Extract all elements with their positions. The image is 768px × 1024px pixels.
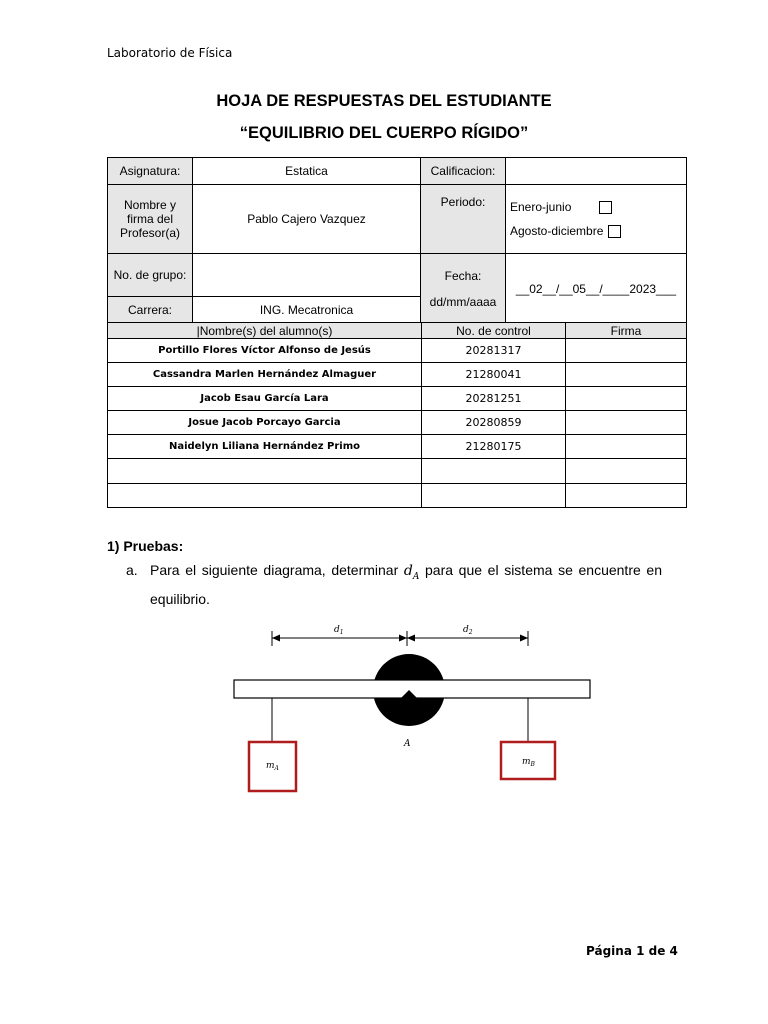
fecha-format: dd/mm/aaaa bbox=[429, 294, 497, 309]
student-name: Naidelyn Liliana Hernández Primo bbox=[108, 435, 422, 459]
arrowhead bbox=[399, 635, 407, 642]
student-name: Cassandra Marlen Hernández Almaguer bbox=[108, 363, 422, 387]
pivot-label: A bbox=[404, 739, 411, 749]
student-control: 21280175 bbox=[422, 435, 566, 459]
mass-b-label: $m_B$ bbox=[522, 757, 535, 768]
grupo-label: No. de grupo: bbox=[108, 254, 193, 297]
student-control: 20281317 bbox=[422, 339, 566, 363]
arrowhead bbox=[272, 635, 280, 642]
page-title: HOJA DE RESPUESTAS DEL ESTUDIANTE bbox=[216, 92, 552, 110]
student-control: 20280859 bbox=[422, 411, 566, 435]
carrera-value[interactable]: ING. Mecatronica bbox=[193, 297, 421, 324]
d1-label: $d_1$ bbox=[334, 625, 344, 636]
student-control: 21280041 bbox=[422, 363, 566, 387]
profesor-label: Nombre y firma del Profesor(a) bbox=[108, 185, 193, 254]
calificacion-label: Calificacion: bbox=[421, 158, 506, 185]
asignatura-value[interactable]: Estatica bbox=[193, 158, 421, 185]
question-letter: a. bbox=[126, 562, 138, 578]
question-var: $d_A$ bbox=[403, 563, 420, 582]
fecha-value[interactable]: __02__/__05__/____2023___ bbox=[506, 254, 687, 324]
fecha-label: Fecha: bbox=[444, 268, 482, 283]
d2-label: $d_2$ bbox=[463, 625, 473, 636]
arrowhead bbox=[520, 635, 528, 642]
profesor-value[interactable]: Pablo Cajero Vazquez bbox=[193, 185, 421, 254]
periodo-option-label: Enero-junio bbox=[510, 199, 572, 214]
lab-header: Laboratorio de Física bbox=[107, 46, 233, 60]
carrera-label: Carrera: bbox=[108, 297, 193, 324]
mass-a-label: $m_A$ bbox=[266, 761, 279, 772]
student-name: Josue Jacob Porcayo Garcia bbox=[108, 411, 422, 435]
arrowhead bbox=[407, 635, 415, 642]
periodo-option-label: Agosto-diciembre bbox=[510, 224, 604, 238]
question-text-before: Para el siguiente diagrama, determinar bbox=[150, 562, 404, 578]
periodo-label: Periodo: bbox=[421, 185, 506, 254]
students-header-firma: Firma bbox=[566, 323, 687, 339]
student-control: 20281251 bbox=[422, 387, 566, 411]
question-text-after: para que el sistema se encuentre en equilibrio. bbox=[150, 562, 662, 607]
students-header-control: No. de control bbox=[422, 323, 566, 339]
page-subtitle: “EQUILIBRIO DEL CUERPO RÍGIDO” bbox=[239, 124, 529, 142]
student-name: Portillo Flores Víctor Alfonso de Jesús bbox=[108, 339, 422, 363]
asignatura-label: Asignatura: bbox=[108, 158, 193, 185]
students-header-name: |Nombre(s) del alumno(s) bbox=[108, 323, 422, 339]
student-name: Jacob Esau García Lara bbox=[108, 387, 422, 411]
page-number: Página 1 de 4 bbox=[586, 944, 678, 958]
section-heading: 1) Pruebas: bbox=[107, 538, 184, 554]
